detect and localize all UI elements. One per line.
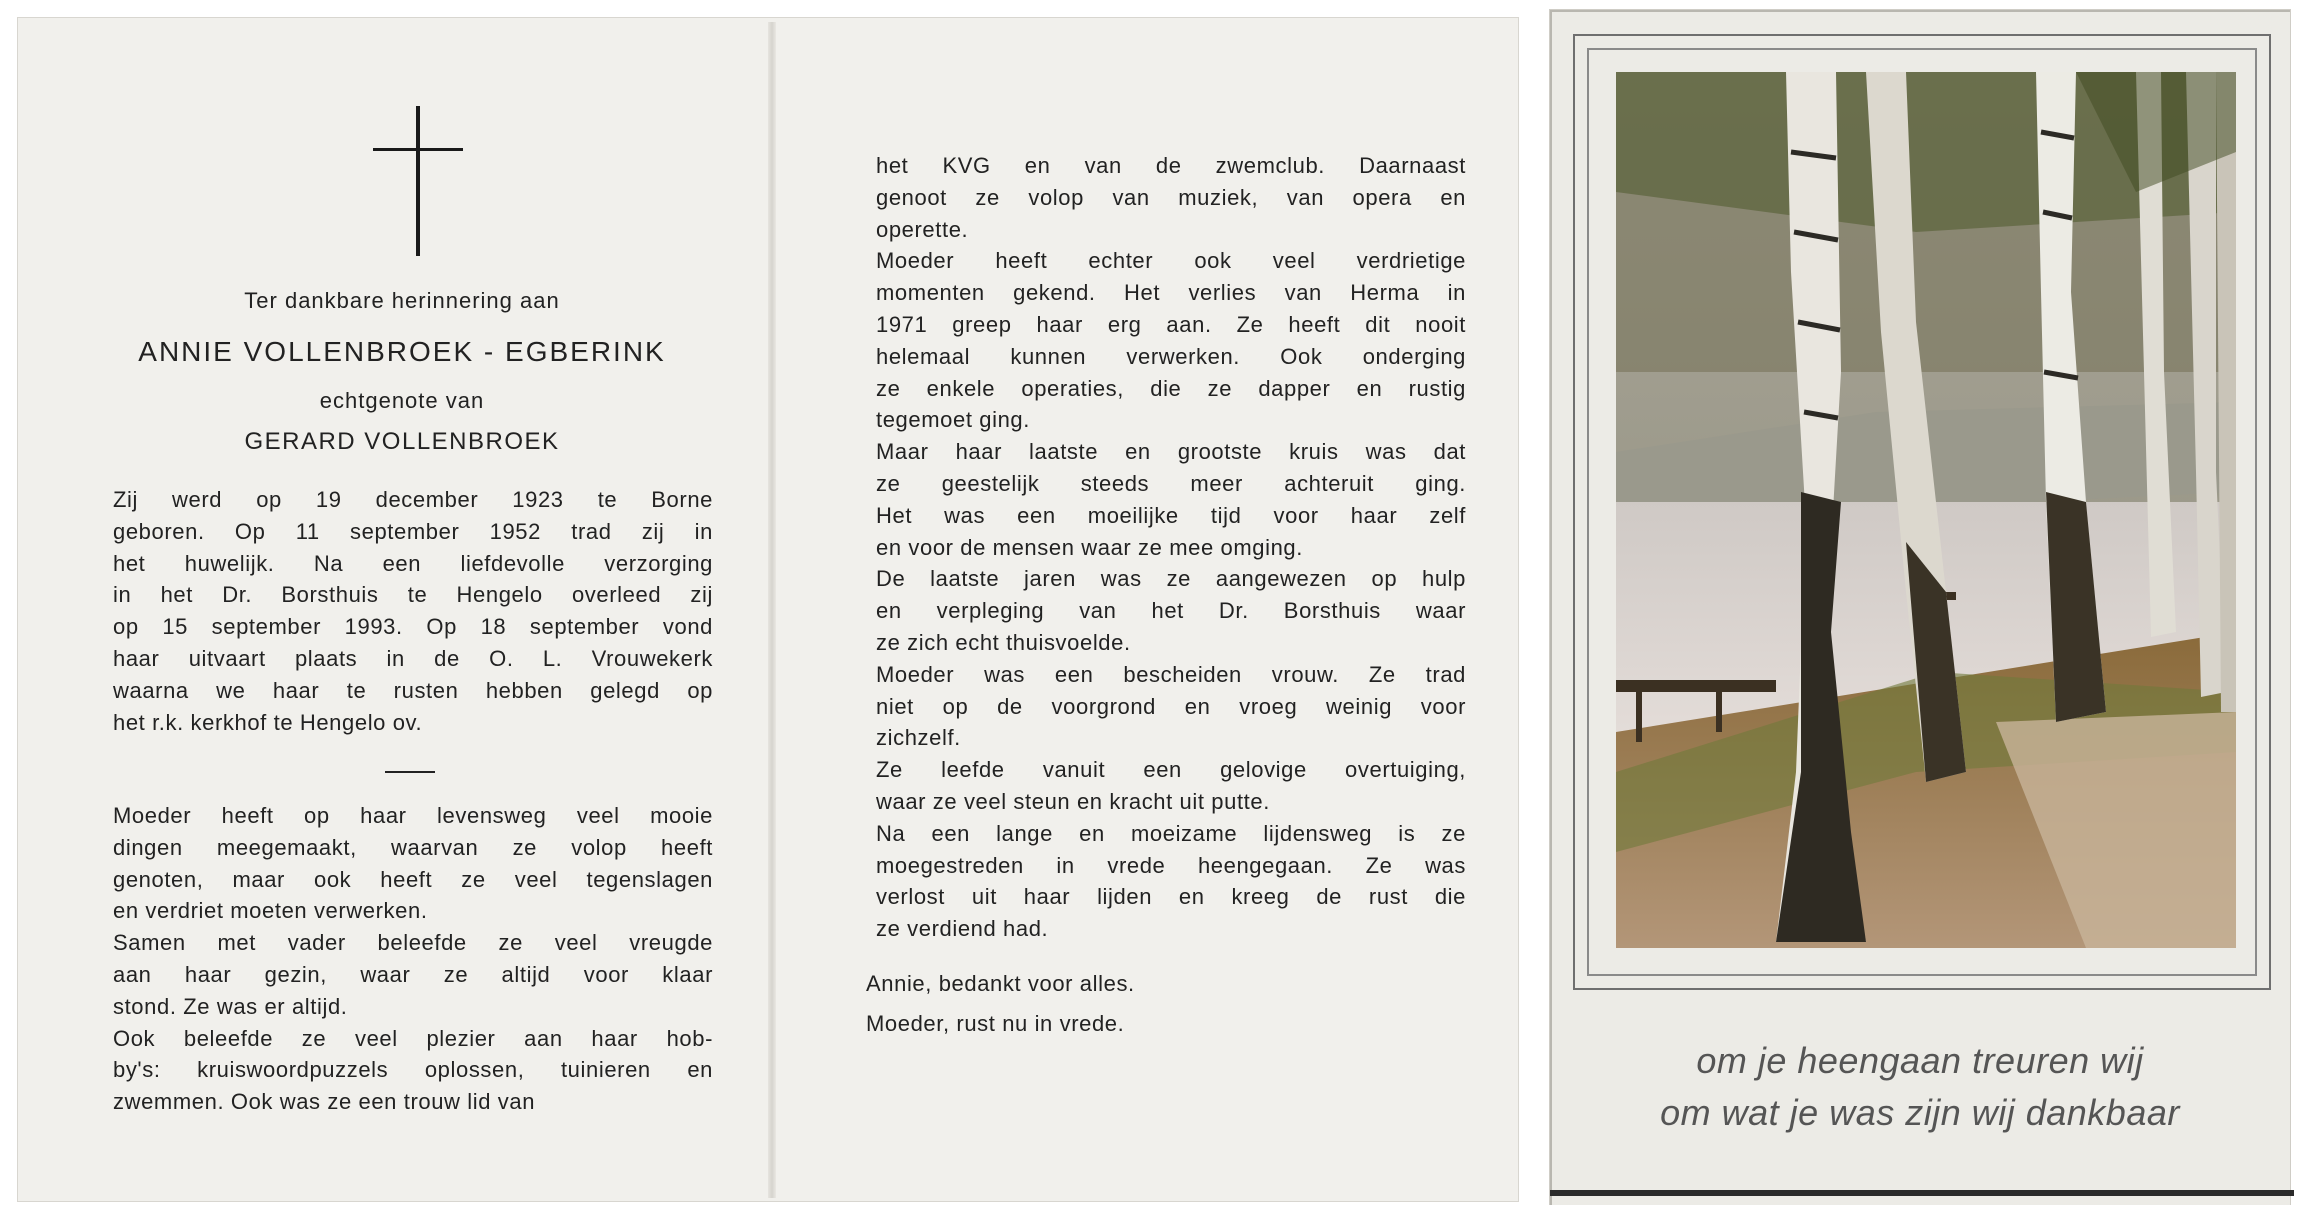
text-line: zwemmen. Ook was ze een trouw lid van xyxy=(113,1089,536,1115)
text-line: Het was een moeilijke tijd voor haar zelf xyxy=(876,502,1466,528)
card-fold xyxy=(768,22,776,1198)
text-line: genoten, maar ook heeft ze veel tegenslagen xyxy=(113,866,713,892)
text-line: Moeder heeft op haar levensweg veel mooie xyxy=(113,803,713,828)
text-line: ze geestelijk steeds meer achteruit ging. xyxy=(876,470,1466,496)
closing-line-1: Annie, bedankt voor alles. xyxy=(866,971,1135,996)
text-line: Ook beleefde ze veel plezier aan haar hob- xyxy=(113,1025,713,1051)
text-line: dingen meegemaakt, waarvan ze volop heeft xyxy=(113,834,713,860)
birch-lake-photo xyxy=(1616,72,2236,948)
text-line: waarna we haar te rusten hebben gelegd op xyxy=(113,677,713,703)
text-line: in het Dr. Borsthuis te Hengelo overleed zij xyxy=(113,582,713,608)
text-line: en verdriet moeten verwerken. xyxy=(113,898,428,924)
spouse-name: GERARD VOLLENBROEK xyxy=(244,428,560,455)
deceased-name: ANNIE VOLLENBROEK - EGBERINK xyxy=(138,336,666,367)
text-line: Moeder heeft echter ook veel verdrietige xyxy=(876,248,1466,274)
middle-panel xyxy=(794,18,1518,1201)
text-line: haar uitvaart plaats in de O. L. Vrouwekerk xyxy=(113,645,713,671)
text-line: het r.k. kerkhof te Hengelo ov. xyxy=(113,709,423,735)
text-line: Zij werd op 19 december 1923 te Borne xyxy=(113,487,713,512)
text-line: Ze leefde vanuit een gelovige overtuiging, xyxy=(876,757,1466,783)
card-shadow-edge xyxy=(1550,1190,2294,1196)
verse-line-2: om wat je was zijn wij dankbaar xyxy=(1660,1092,2180,1133)
text-line: moegestreden in vrede heengegaan. Ze was xyxy=(876,852,1466,878)
text-line: Moeder was een bescheiden vrouw. Ze trad xyxy=(876,661,1466,687)
verse-line-1: om je heengaan treuren wij xyxy=(1696,1040,2144,1081)
text-line: op 15 september 1993. Op 18 september vond xyxy=(113,614,713,640)
memory-paragraph-continued xyxy=(876,150,1466,945)
text-line: helemaal kunnen verwerken. Ook onderging xyxy=(876,343,1466,369)
closing-line-2: Moeder, rust nu in vrede. xyxy=(866,1010,1125,1036)
text-line: verlost uit haar lijden en kreeg de rust die xyxy=(876,884,1466,910)
text-line: genoot ze volop van muziek, van opera en xyxy=(876,184,1466,210)
text-line: zichzelf. xyxy=(876,725,961,751)
text-line: Na een lange en moeizame lijdensweg is ze xyxy=(876,820,1466,846)
text-line: het KVG en van de zwemclub. Daarnaast xyxy=(876,153,1466,178)
text-line: stond. Ze was er altijd. xyxy=(113,993,348,1019)
text-line: operette. xyxy=(876,216,969,242)
text-line: Maar haar laatste en grootste kruis was dat xyxy=(876,439,1466,465)
text-line: ze zich echt thuisvoelde. xyxy=(876,629,1131,655)
spouse-label: echtgenote van xyxy=(319,388,485,413)
memory-paragraph xyxy=(113,800,713,1118)
text-line: niet op de voorgrond en vroeg weinig voor xyxy=(876,693,1466,719)
text-line: tegemoet ging. xyxy=(876,407,1030,433)
divider xyxy=(385,771,435,773)
text-line: De laatste jaren was ze aangewezen op hulp xyxy=(876,566,1466,592)
text-line: 1971 greep haar erg aan. Ze heeft dit nooit xyxy=(876,311,1466,337)
text-line: Samen met vader beleefde ze veel vreugde xyxy=(113,930,713,956)
cross-icon xyxy=(373,106,463,256)
memorial-card-front xyxy=(1550,10,2290,1205)
text-line: ze verdiend had. xyxy=(876,916,1049,942)
intro-line: Ter dankbare herinnering aan xyxy=(244,288,560,313)
left-panel xyxy=(18,18,786,1201)
biography-paragraph xyxy=(113,484,713,738)
text-line: waar ze veel steun en kracht uit putte. xyxy=(876,788,1270,814)
text-line: momenten gekend. Het verlies van Herma in xyxy=(876,280,1466,306)
text-line: by's: kruiswoordpuzzels oplossen, tuinieren en xyxy=(113,1057,713,1083)
closing-lines xyxy=(866,968,1466,1040)
text-line: het huwelijk. Na een liefdevolle verzorging xyxy=(113,550,713,576)
text-line: geboren. Op 11 september 1952 trad zij in xyxy=(113,518,713,544)
text-line: ze enkele operaties, die ze dapper en rustig xyxy=(876,375,1466,401)
text-line: en verpleging van het Dr. Borsthuis waar xyxy=(876,598,1466,624)
text-line: aan haar gezin, waar ze altijd voor klaar xyxy=(113,961,713,987)
text-line: en voor de mensen waar ze mee omging. xyxy=(876,534,1303,560)
